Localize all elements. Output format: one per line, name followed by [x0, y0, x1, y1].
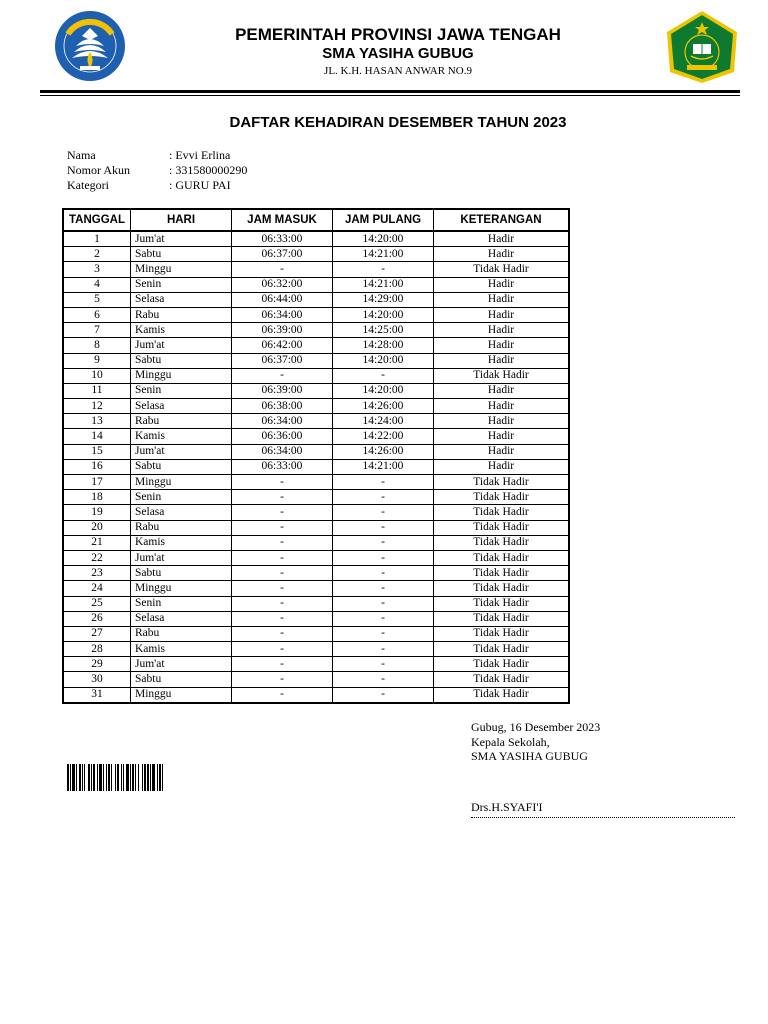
kemenag-logo [663, 10, 741, 84]
table-row [63, 611, 569, 626]
signature-place-date: Gubug, 16 Desember 2023 [471, 720, 601, 734]
cell-keterangan: Tidak Hadir [434, 475, 570, 490]
cell-tanggal: 15 [63, 444, 131, 459]
cell-hari: Sabtu [131, 672, 232, 687]
cell-jam-pulang: 14:26:00 [333, 399, 434, 414]
cell-jam-pulang: 14:21:00 [333, 247, 434, 262]
table-row [63, 626, 569, 641]
category-value: : GURU PAI [169, 178, 231, 192]
cell-jam-pulang: - [333, 475, 434, 490]
table-row [63, 231, 569, 247]
cell-jam-pulang: - [333, 566, 434, 581]
cell-keterangan: Hadir [434, 429, 570, 444]
cell-hari: Rabu [131, 520, 232, 535]
cell-jam-masuk: - [232, 566, 333, 581]
cell-hari: Kamis [131, 429, 232, 444]
table-row [63, 475, 569, 490]
category-label: Kategori [67, 178, 109, 192]
cell-tanggal: 25 [63, 596, 131, 611]
cell-jam-masuk: 06:34:00 [232, 414, 333, 429]
cell-tanggal: 13 [63, 414, 131, 429]
cell-jam-masuk: 06:37:00 [232, 353, 333, 368]
cell-jam-pulang: - [333, 581, 434, 596]
account-number-label: Nomor Akun [67, 163, 130, 177]
cell-hari: Sabtu [131, 353, 232, 368]
cell-keterangan: Hadir [434, 399, 570, 414]
table-row [63, 383, 569, 398]
cell-tanggal: 2 [63, 247, 131, 262]
cell-tanggal: 26 [63, 611, 131, 626]
cell-jam-pulang: 14:20:00 [333, 383, 434, 398]
cell-keterangan: Tidak Hadir [434, 672, 570, 687]
signatory-name: Drs.H.SYAFI'I [471, 800, 543, 814]
cell-hari: Selasa [131, 292, 232, 307]
cell-jam-masuk: - [232, 642, 333, 657]
cell-hari: Jum'at [131, 444, 232, 459]
cell-keterangan: Tidak Hadir [434, 520, 570, 535]
cell-tanggal: 20 [63, 520, 131, 535]
cell-keterangan: Tidak Hadir [434, 490, 570, 505]
table-row [63, 687, 569, 703]
table-row [63, 566, 569, 581]
cell-tanggal: 17 [63, 475, 131, 490]
cell-keterangan: Hadir [434, 338, 570, 353]
table-header-row [63, 209, 569, 231]
cell-jam-pulang: - [333, 520, 434, 535]
cell-hari: Jum'at [131, 231, 232, 247]
table-row [63, 550, 569, 565]
cell-keterangan: Hadir [434, 444, 570, 459]
cell-jam-pulang: - [333, 596, 434, 611]
cell-hari: Senin [131, 277, 232, 292]
cell-jam-masuk: 06:34:00 [232, 307, 333, 322]
cell-hari: Senin [131, 383, 232, 398]
cell-jam-pulang: - [333, 505, 434, 520]
cell-keterangan: Hadir [434, 277, 570, 292]
cell-jam-pulang: - [333, 611, 434, 626]
table-row [63, 642, 569, 657]
cell-hari: Kamis [131, 642, 232, 657]
cell-hari: Sabtu [131, 566, 232, 581]
school-address: JL. K.H. HASAN ANWAR NO.9 [324, 65, 472, 77]
cell-tanggal: 1 [63, 231, 131, 247]
cell-jam-masuk: 06:33:00 [232, 459, 333, 474]
cell-jam-pulang: 14:24:00 [333, 414, 434, 429]
table-row [63, 277, 569, 292]
cell-tanggal: 11 [63, 383, 131, 398]
document-title: DAFTAR KEHADIRAN DESEMBER TAHUN 2023 [229, 114, 567, 131]
cell-tanggal: 19 [63, 505, 131, 520]
cell-jam-masuk: 06:36:00 [232, 429, 333, 444]
cell-jam-masuk: - [232, 520, 333, 535]
cell-jam-pulang: 14:20:00 [333, 231, 434, 247]
cell-keterangan: Hadir [434, 247, 570, 262]
cell-jam-pulang: 14:21:00 [333, 277, 434, 292]
signature-dotted-line [471, 817, 735, 818]
cell-jam-masuk: 06:39:00 [232, 323, 333, 338]
cell-keterangan: Tidak Hadir [434, 368, 570, 383]
cell-jam-masuk: 06:42:00 [232, 338, 333, 353]
cell-tanggal: 5 [63, 292, 131, 307]
tut-wuri-handayani-logo [52, 10, 128, 82]
cell-jam-pulang: - [333, 262, 434, 277]
cell-jam-pulang: - [333, 368, 434, 383]
cell-tanggal: 10 [63, 368, 131, 383]
cell-jam-pulang: - [333, 535, 434, 550]
cell-tanggal: 8 [63, 338, 131, 353]
school-name: SMA YASIHA GUBUG [322, 45, 474, 62]
cell-jam-masuk: - [232, 626, 333, 641]
cell-keterangan: Hadir [434, 383, 570, 398]
name-value: : Evvi Erlina [169, 148, 231, 162]
cell-jam-pulang: - [333, 657, 434, 672]
cell-hari: Rabu [131, 414, 232, 429]
signature-school: SMA YASIHA GUBUG [471, 749, 588, 763]
header-hari: HARI [131, 209, 232, 231]
table-row [63, 338, 569, 353]
cell-jam-pulang: 14:21:00 [333, 459, 434, 474]
table-row [63, 581, 569, 596]
header-jam-masuk: JAM MASUK [232, 209, 333, 231]
cell-keterangan: Tidak Hadir [434, 505, 570, 520]
cell-tanggal: 29 [63, 657, 131, 672]
cell-tanggal: 22 [63, 550, 131, 565]
table-row [63, 414, 569, 429]
cell-tanggal: 4 [63, 277, 131, 292]
cell-keterangan: Hadir [434, 307, 570, 322]
cell-jam-pulang: - [333, 687, 434, 703]
cell-hari: Rabu [131, 626, 232, 641]
cell-jam-pulang: 14:20:00 [333, 307, 434, 322]
table-row [63, 596, 569, 611]
table-row [63, 353, 569, 368]
cell-jam-masuk: 06:44:00 [232, 292, 333, 307]
letterhead-rule-thin [40, 95, 740, 96]
table-row [63, 429, 569, 444]
cell-jam-pulang: - [333, 490, 434, 505]
table-row [63, 399, 569, 414]
cell-jam-pulang: 14:28:00 [333, 338, 434, 353]
government-title: PEMERINTAH PROVINSI JAWA TENGAH [235, 25, 561, 44]
cell-hari: Minggu [131, 687, 232, 703]
cell-jam-masuk: 06:39:00 [232, 383, 333, 398]
table-row [63, 307, 569, 322]
cell-jam-masuk: - [232, 581, 333, 596]
cell-tanggal: 6 [63, 307, 131, 322]
cell-jam-pulang: - [333, 642, 434, 657]
cell-keterangan: Hadir [434, 323, 570, 338]
cell-hari: Sabtu [131, 459, 232, 474]
cell-tanggal: 24 [63, 581, 131, 596]
cell-jam-masuk: - [232, 611, 333, 626]
table-row [63, 535, 569, 550]
cell-hari: Minggu [131, 368, 232, 383]
cell-hari: Senin [131, 596, 232, 611]
barcode [67, 764, 209, 791]
cell-jam-masuk: 06:33:00 [232, 231, 333, 247]
cell-tanggal: 9 [63, 353, 131, 368]
cell-jam-pulang: - [333, 672, 434, 687]
cell-keterangan: Tidak Hadir [434, 581, 570, 596]
cell-jam-pulang: 14:29:00 [333, 292, 434, 307]
cell-jam-masuk: - [232, 475, 333, 490]
cell-jam-pulang: 14:20:00 [333, 353, 434, 368]
header-keterangan: KETERANGAN [434, 209, 570, 231]
cell-tanggal: 30 [63, 672, 131, 687]
cell-tanggal: 31 [63, 687, 131, 703]
cell-tanggal: 23 [63, 566, 131, 581]
cell-tanggal: 14 [63, 429, 131, 444]
cell-keterangan: Hadir [434, 353, 570, 368]
cell-hari: Minggu [131, 475, 232, 490]
cell-hari: Minggu [131, 262, 232, 277]
cell-keterangan: Tidak Hadir [434, 262, 570, 277]
cell-jam-masuk: - [232, 535, 333, 550]
letterhead-rule-thick [40, 90, 740, 93]
cell-keterangan: Tidak Hadir [434, 687, 570, 703]
cell-tanggal: 3 [63, 262, 131, 277]
cell-hari: Kamis [131, 323, 232, 338]
cell-jam-pulang: - [333, 550, 434, 565]
cell-hari: Minggu [131, 581, 232, 596]
table-row [63, 520, 569, 535]
table-row [63, 444, 569, 459]
cell-tanggal: 16 [63, 459, 131, 474]
table-row [63, 368, 569, 383]
cell-keterangan: Hadir [434, 231, 570, 247]
cell-hari: Selasa [131, 505, 232, 520]
table-row [63, 262, 569, 277]
cell-jam-masuk: - [232, 672, 333, 687]
cell-jam-masuk: - [232, 687, 333, 703]
cell-keterangan: Tidak Hadir [434, 550, 570, 565]
table-row [63, 490, 569, 505]
cell-tanggal: 27 [63, 626, 131, 641]
cell-tanggal: 7 [63, 323, 131, 338]
attendance-table [62, 208, 570, 704]
cell-hari: Jum'at [131, 550, 232, 565]
table-row [63, 247, 569, 262]
cell-jam-pulang: - [333, 626, 434, 641]
cell-tanggal: 21 [63, 535, 131, 550]
cell-tanggal: 28 [63, 642, 131, 657]
table-row [63, 459, 569, 474]
cell-jam-masuk: 06:32:00 [232, 277, 333, 292]
cell-hari: Jum'at [131, 657, 232, 672]
cell-hari: Selasa [131, 611, 232, 626]
table-row [63, 292, 569, 307]
account-number-value: : 331580000290 [169, 163, 248, 177]
cell-keterangan: Tidak Hadir [434, 657, 570, 672]
cell-jam-masuk: - [232, 550, 333, 565]
cell-jam-pulang: 14:25:00 [333, 323, 434, 338]
cell-jam-masuk: 06:34:00 [232, 444, 333, 459]
cell-jam-masuk: 06:38:00 [232, 399, 333, 414]
cell-jam-masuk: - [232, 505, 333, 520]
cell-keterangan: Tidak Hadir [434, 535, 570, 550]
table-row [63, 672, 569, 687]
cell-keterangan: Tidak Hadir [434, 626, 570, 641]
cell-jam-masuk: 06:37:00 [232, 247, 333, 262]
header-tanggal: TANGGAL [63, 209, 131, 231]
cell-hari: Kamis [131, 535, 232, 550]
cell-hari: Sabtu [131, 247, 232, 262]
header-jam-pulang: JAM PULANG [333, 209, 434, 231]
cell-jam-masuk: - [232, 490, 333, 505]
cell-tanggal: 12 [63, 399, 131, 414]
cell-jam-masuk: - [232, 262, 333, 277]
cell-jam-masuk: - [232, 596, 333, 611]
cell-jam-masuk: - [232, 368, 333, 383]
cell-jam-pulang: 14:26:00 [333, 444, 434, 459]
cell-keterangan: Tidak Hadir [434, 566, 570, 581]
cell-hari: Jum'at [131, 338, 232, 353]
cell-hari: Rabu [131, 307, 232, 322]
cell-keterangan: Hadir [434, 292, 570, 307]
name-label: Nama [67, 148, 96, 162]
cell-keterangan: Tidak Hadir [434, 596, 570, 611]
cell-hari: Senin [131, 490, 232, 505]
cell-tanggal: 18 [63, 490, 131, 505]
table-row [63, 323, 569, 338]
signature-role: Kepala Sekolah, [471, 735, 550, 749]
cell-keterangan: Tidak Hadir [434, 642, 570, 657]
cell-jam-pulang: 14:22:00 [333, 429, 434, 444]
table-row [63, 657, 569, 672]
cell-hari: Selasa [131, 399, 232, 414]
cell-keterangan: Hadir [434, 459, 570, 474]
cell-keterangan: Hadir [434, 414, 570, 429]
table-row [63, 505, 569, 520]
cell-keterangan: Tidak Hadir [434, 611, 570, 626]
cell-jam-masuk: - [232, 657, 333, 672]
